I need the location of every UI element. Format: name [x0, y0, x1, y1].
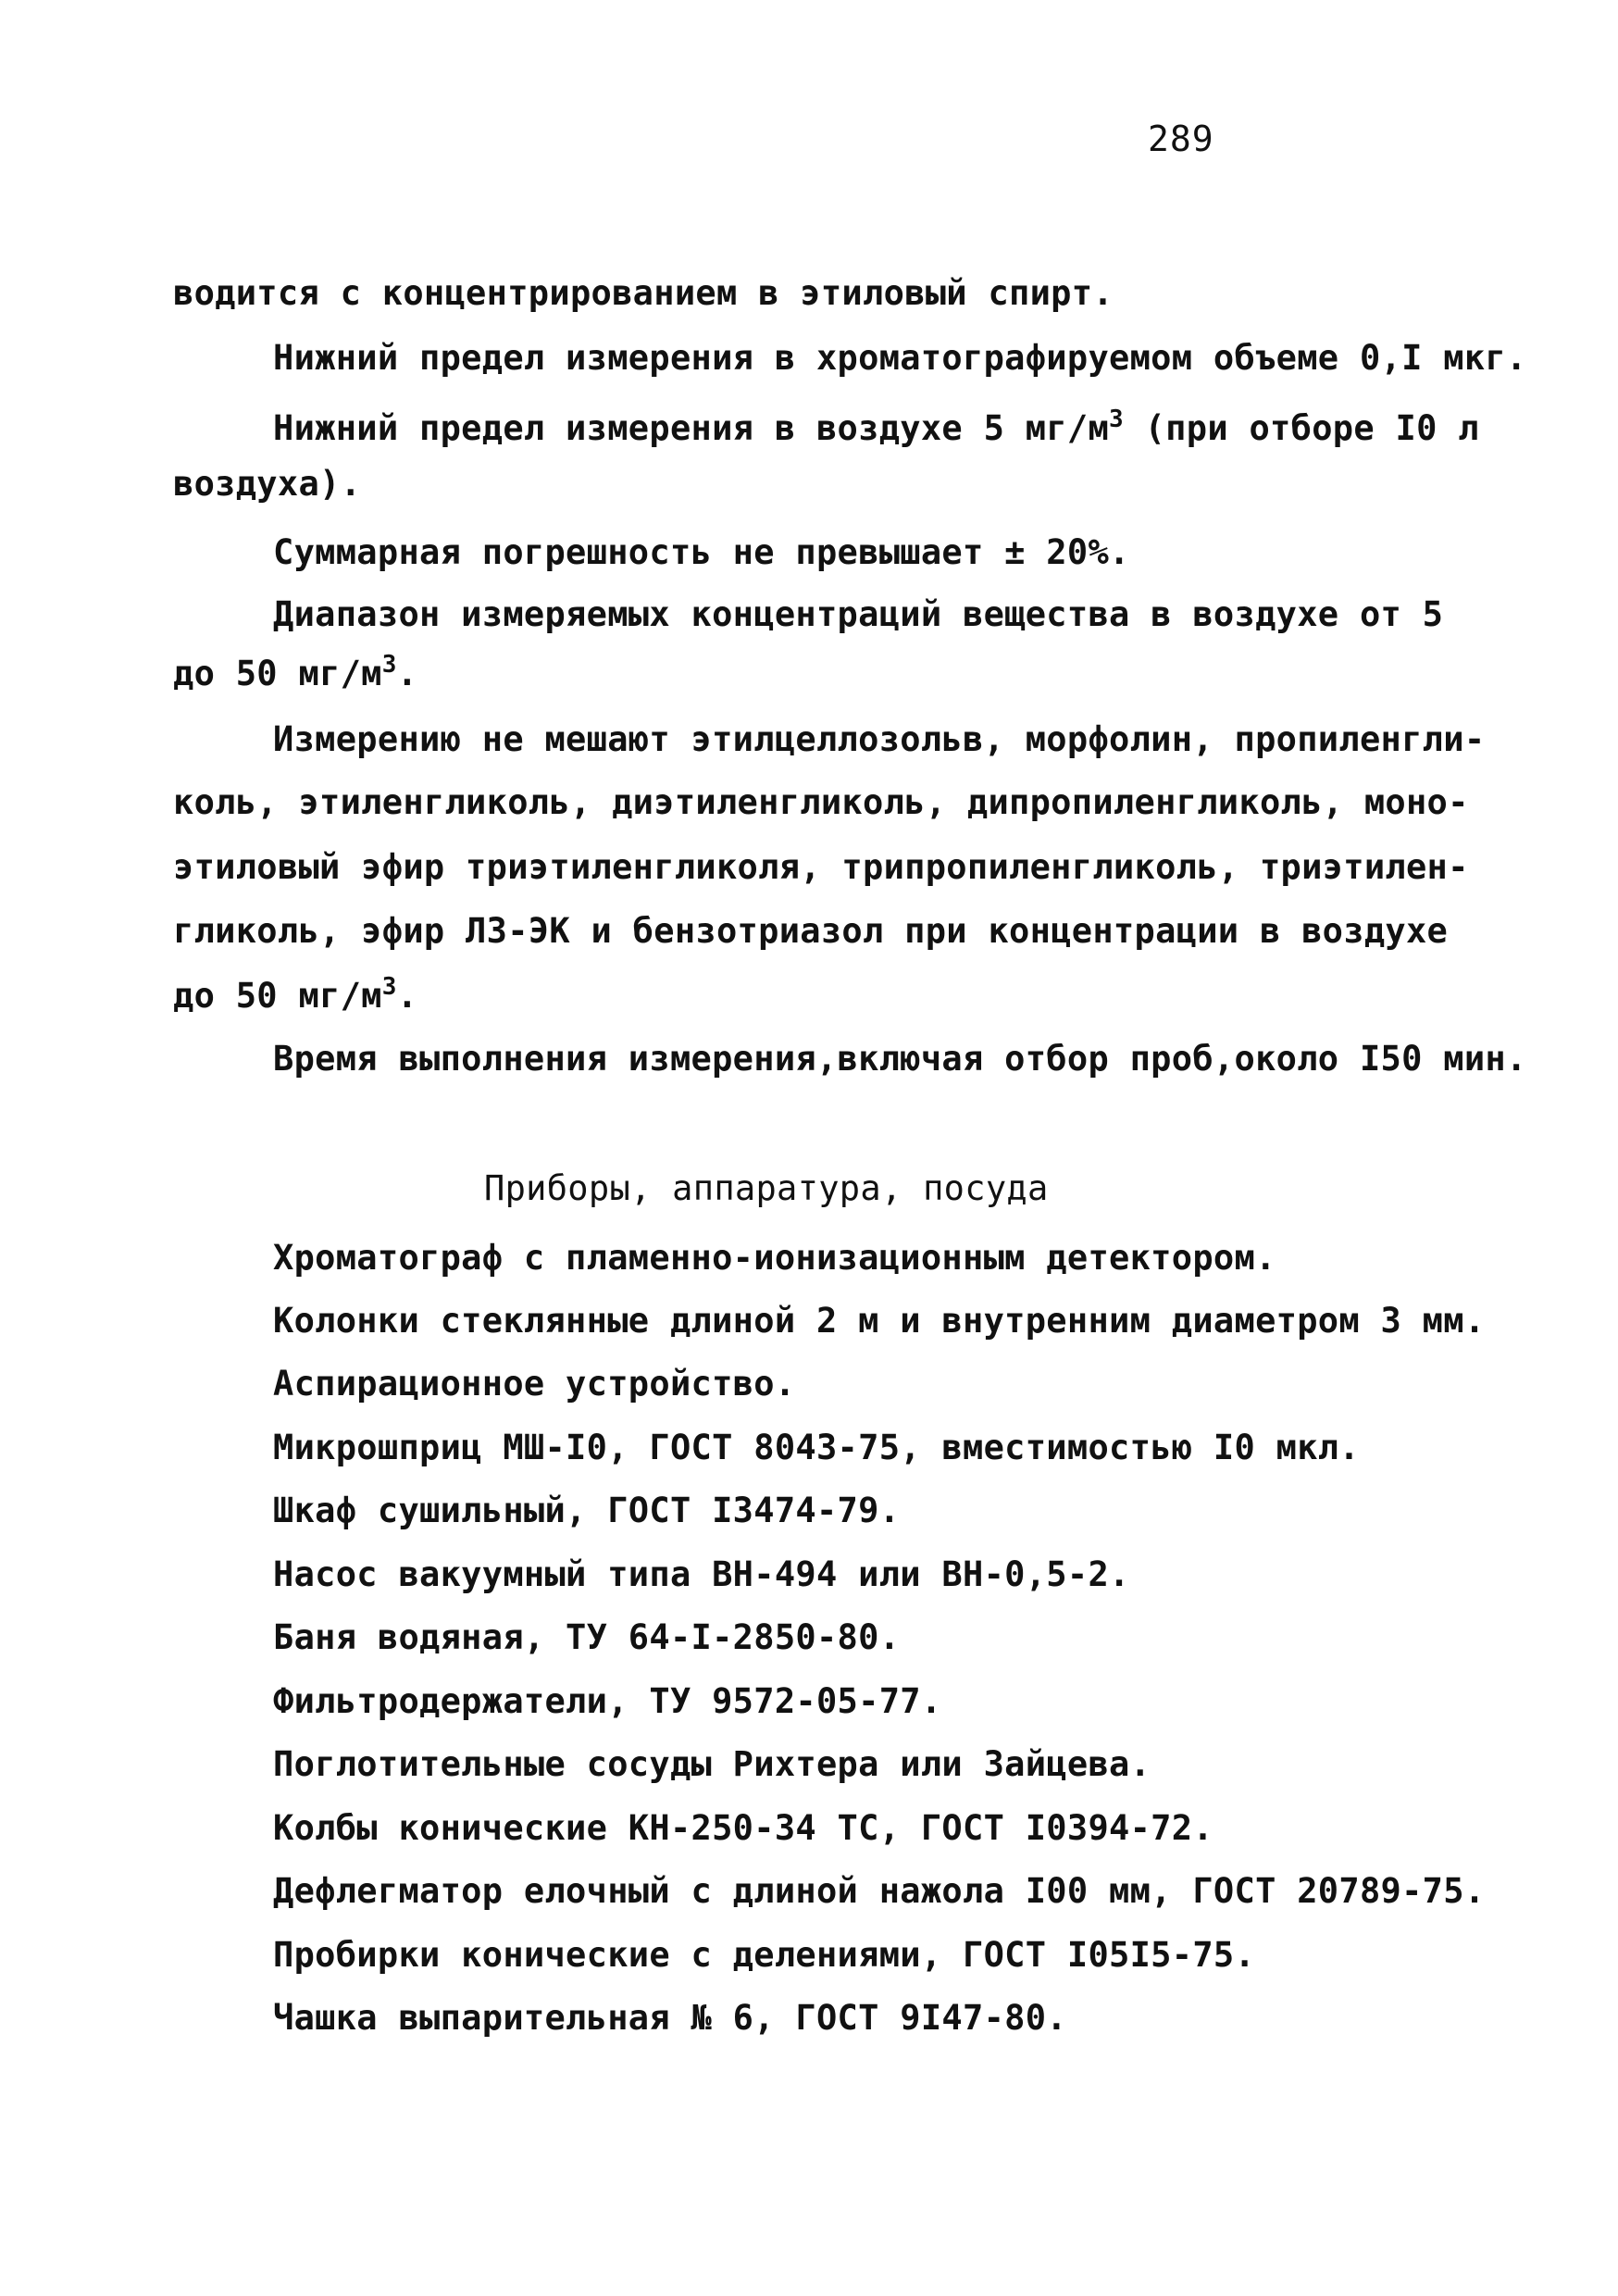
text-span: Время выполнения измерения,включая отбор проб,около I50 мин. [273, 1039, 1527, 1079]
text-span: Нижний предел измерения в хроматографируемом объеме 0,I мкг. [273, 338, 1527, 378]
equipment-item: Колбы конические КН-250-34 ТС, ГОСТ I0394-72. [273, 1808, 1214, 1848]
text-span: коль, этиленгликоль, диэтиленгликоль, дипропиленгликоль, моно- [173, 782, 1469, 822]
text-line [273, 532, 1130, 572]
text-span: этиловый эфир триэтиленгликоля, трипропиленгликоль, триэтилен- [173, 847, 1469, 887]
equipment-item: Хроматограф с пламенно-ионизационным детектором. [273, 1238, 1276, 1278]
equipment-item: Колонки стеклянные длиной 2 м и внутренним диаметром 3 мм. [273, 1301, 1486, 1341]
text-span: воздуха). [173, 464, 362, 504]
equipment-item: Насос вакуумный типа ВН-494 или ВН-0,5-2. [273, 1554, 1130, 1594]
text-line [173, 653, 417, 691]
text-line [173, 847, 1469, 887]
equipment-item: Пробирки конические с делениями, ГОСТ I05I5-75. [273, 1935, 1256, 1975]
equipment-item: Аспирационное устройство. [273, 1364, 796, 1404]
superscript: 3 [381, 651, 397, 679]
text-line [173, 273, 1114, 313]
equipment-item: Микрошприц МШ-I0, ГОСТ 8043-75, вместимостью I0 мкл. [273, 1428, 1360, 1467]
text-line [173, 782, 1469, 822]
text-line [273, 406, 1479, 448]
equipment-item: Дефлегматор елочный с длиной нажола I00 мм, ГОСТ 20789-75. [273, 1871, 1486, 1911]
text-span: Измерению не мешают этилцеллозольв, морфолин, пропиленгли- [273, 719, 1486, 759]
text-line [273, 594, 1444, 634]
text-span: гликоль, эфир ЛЗ-ЭК и бензотриазол при концентрации в воздухе [173, 911, 1449, 951]
text-line [273, 719, 1486, 759]
text-line [173, 973, 418, 1016]
text-span: до 50 мг/м [173, 976, 382, 1016]
superscript: 3 [1109, 406, 1125, 433]
text-span: Нижний предел измерения в воздухе 5 мг/м [273, 408, 1110, 448]
equipment-item: Баня водяная, ТУ 64-I-2850-80. [273, 1617, 901, 1657]
text-span: (при отборе I0 л [1124, 408, 1479, 448]
equipment-item: Фильтродержатели, ТУ 9572-05-77. [273, 1681, 942, 1721]
page-number: 289 [1148, 119, 1214, 159]
text-span: . [396, 654, 418, 693]
superscript: 3 [381, 973, 397, 1001]
text-line [173, 911, 1449, 951]
text-span: Диапазон измеряемых концентраций вещества в воздухе от 5 [273, 594, 1444, 634]
text-line [273, 1039, 1527, 1079]
text-line [173, 464, 362, 504]
section-heading: Приборы, аппаратура, посуда [484, 1168, 1049, 1208]
equipment-item: Чашка выпарительная № 6, ГОСТ 9I47-80. [273, 1998, 1067, 2038]
text-span: до 50 мг/м [173, 654, 382, 693]
text-span: Суммарная погрешность не превышает ± 20%. [273, 532, 1130, 572]
text-line [273, 338, 1527, 378]
text-span: водится с концентрированием в этиловый спирт. [173, 273, 1114, 313]
equipment-item: Поглотительные сосуды Рихтера или Зайцева. [273, 1744, 1151, 1784]
text-span: . [396, 976, 418, 1016]
equipment-item: Шкаф сушильный, ГОСТ I3474-79. [273, 1491, 901, 1530]
